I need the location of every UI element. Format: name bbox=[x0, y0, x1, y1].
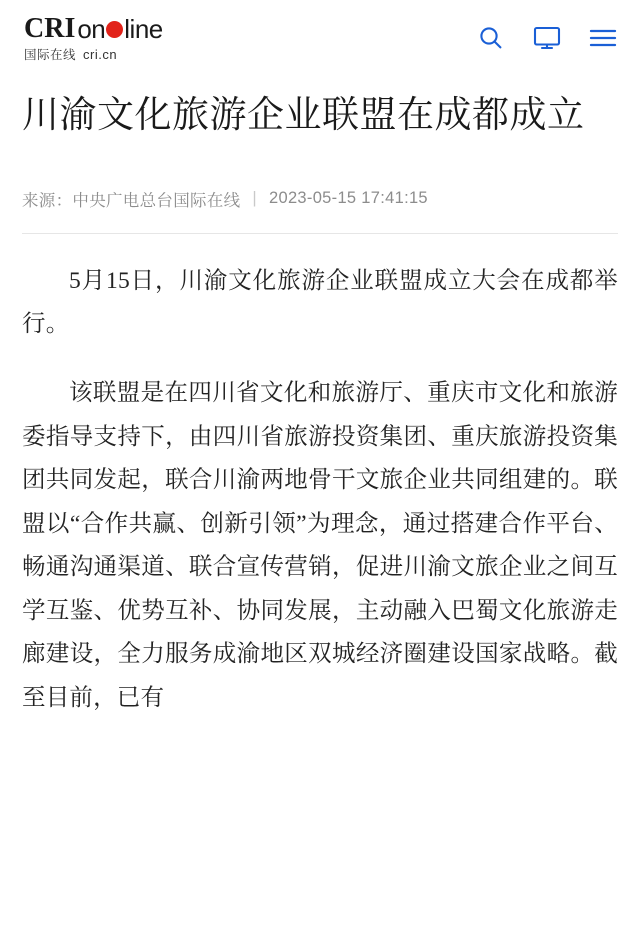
logo-url: cri.cn bbox=[83, 46, 118, 62]
site-header bbox=[0, 0, 640, 76]
logo-on-text: on bbox=[77, 13, 106, 44]
publish-datetime: 2023-05-15 17:41:15 bbox=[269, 189, 428, 208]
logo-line-text: line bbox=[124, 13, 163, 44]
article-paragraph: 该联盟是在四川省文化和旅游厅、重庆市文化和旅游委指导支持下，由四川省旅游投资集团、重庆旅游投资集团共同发起，联合川渝两地骨干文旅企业共同组建的。联盟以“合作共赢、创新引领”为理念，通过搭建合作平台、畅通沟通渠道、联合宣传营销，促进川渝文旅企业之间互学互鉴、优势互补、协同发展，主动融入巴蜀文化旅游走廊建设，全力服务成渝地区双城经济圈建设国家战略。截至目前，已有 bbox=[22, 380, 618, 711]
source-label: 来源： bbox=[22, 191, 73, 210]
logo-cri-text: CRI bbox=[24, 12, 76, 44]
article bbox=[0, 90, 640, 720]
site-logo[interactable] bbox=[24, 12, 163, 62]
article-paragraph: 5月15日，川渝文化旅游企业联盟成立大会在成都举行。 bbox=[22, 267, 618, 337]
logo-wordmark bbox=[24, 12, 163, 44]
header-icon-group bbox=[476, 23, 618, 53]
logo-subtitle bbox=[24, 48, 163, 62]
logo-dot-icon bbox=[106, 21, 123, 38]
article-meta bbox=[22, 187, 618, 211]
page-title: 川渝文化旅游企业联盟在成都成立 bbox=[22, 95, 585, 136]
logo-cn-name: 国际在线 bbox=[24, 47, 77, 62]
menu-icon[interactable] bbox=[588, 23, 618, 53]
meta-separator: | bbox=[252, 189, 257, 208]
article-body bbox=[22, 260, 618, 721]
source-name: 中央广电总台国际在线 bbox=[72, 191, 241, 210]
monitor-icon[interactable] bbox=[532, 23, 562, 53]
search-icon[interactable] bbox=[476, 23, 506, 53]
meta-divider bbox=[22, 233, 618, 234]
